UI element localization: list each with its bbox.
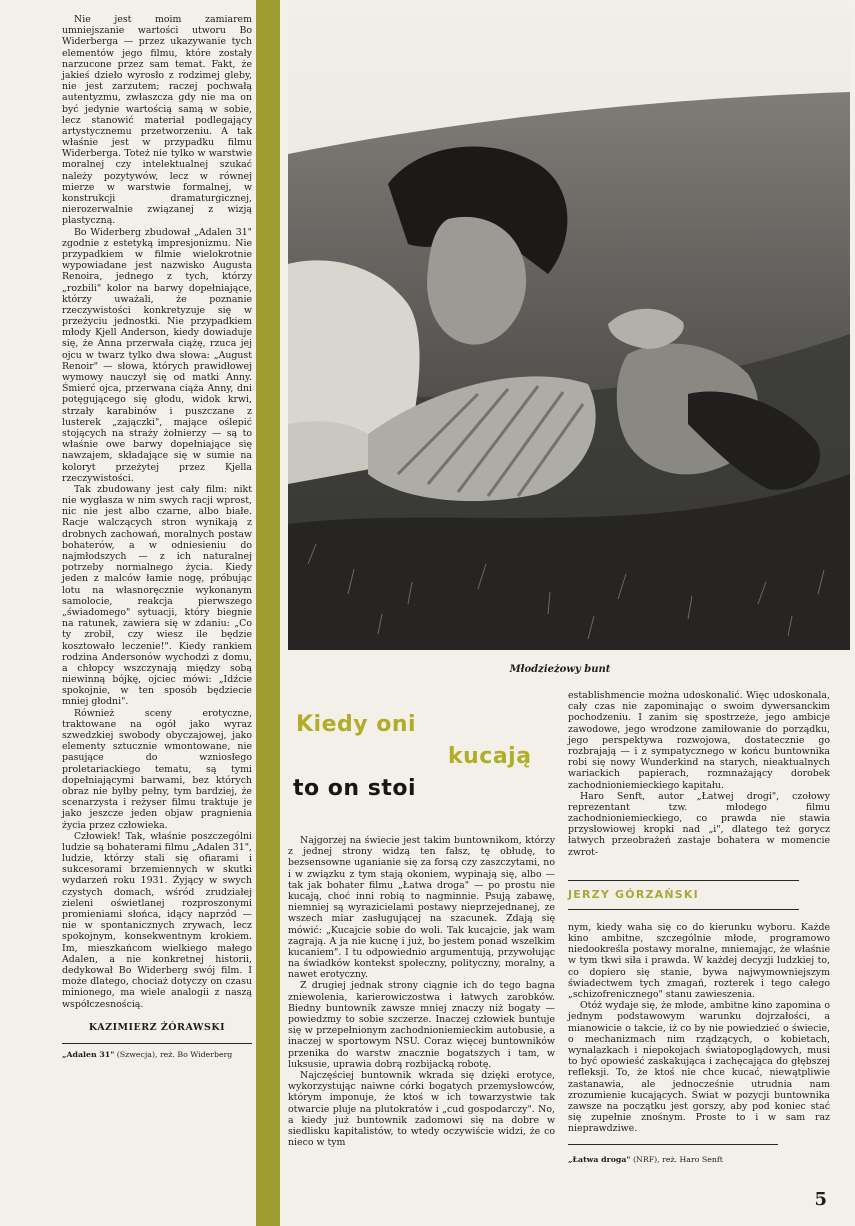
right-caption-divider: [568, 1144, 778, 1145]
left-caption-divider: [62, 1043, 252, 1044]
left-article-column: [62, 14, 252, 1059]
left-caption-title: „Adalen 31": [62, 1049, 115, 1059]
left-paragraph-3: Tak zbudowany jest cały film: nikt nie wygłasza w nim swych racji wprost, nic nie jest albo czarne, albo białe. Racje walczących stron wynikają z drobnych zachowań, moralnych postaw bohaterów, a w odniesieniu do najmłodszych — z ich naturalnej potrzeby normalnego życia. Kiedy jeden z malców łamie nogę, próbując lotu na własnoręcznie wykonanym samolocie, reakcja pierwszego „świadomego" sytuacji, który biegnie na ratunek, zawiera się w zdaniu: „Co ty zrobił, czy wiesz ile będzie kosztowało leczenie!". Kiedy rankiem rodzina Andersonów wychodzi z domu, a chłopcy wszczynają między sobą niewinną bójkę, ojciec mówi: „Idźcie spokojnie, w ten sposób będziecie mniej głodni".: [62, 483, 252, 708]
page-number: 5: [814, 1189, 827, 1210]
right-caption-details: (NRF), reż. Haro Senft: [630, 1155, 723, 1165]
middle-article-column: [288, 835, 555, 1148]
right-article-column: [568, 690, 830, 1165]
right-film-caption: [568, 1155, 830, 1164]
right-caption-title: „Łatwa droga": [568, 1155, 631, 1165]
article-headline: [288, 690, 568, 810]
left-paragraph-5: Człowiek! Tak, właśnie poszczególni ludzie są bohaterami filmu „Adalen 31", ludzie, którzy stali się ofiarami i sukcesorami brzemiennych w skutki wydarzeń roku 1931. Żyjący w swych czystych domach, wśród zrudziałej zieleni oświetlanej rozproszonymi promieniami słońca, idący naprzód — nie w spontanicznych zrywach, lecz spokojnym, konsekwentnym krokiem. Im, mieszkańcom wielkiego małego Adalen, a nie konkretnej historii, dedykował Bo Widerberg swój film. I może dlatego, chociaż dotyczy on czasu minionego, ma wiele analogii z naszą współczesnością.: [62, 830, 252, 1010]
photo-caption: Młodzieżowy bunt: [509, 664, 611, 675]
left-paragraph-2: Bo Widerberg zbudował „Adalen 31" zgodnie z estetyką impresjonizmu. Nie przypadkiem w filmie wielokrotnie wypowiadane jest nazwisko Augusta Renoira, jednego z tych, którzy „rozbili" kolor na barwy dopełniające, którzy uważali, że poznanie rzeczywistości konkretyzuje się w przeżyciu jednostki. Nie przypadkiem młody Kjell Anderson, kiedy dowiaduje się, że Anna przerwała ciążę, rzuca jej ojcu w twarz tylko dwa słowa: „August Renoir" — słowa, których prawidłowej wymowy nauczył się od matki Anny. Śmierć ojca, przerwana ciąża Anny, dni potęgującego się głodu, widok krwi, strzały karabinów i puszczane z lusterek „zajączki", mające oślepić stojących na straży żołnierzy — są to właśnie owe barwy dopełniające się nawzajem, składające się w sumie na koloryt przeżytej przez Kjella rzeczywistości.: [62, 226, 252, 484]
left-paragraph-1: Nie jest moim zamiarem umniejszanie wartości utworu Bo Widerberga — przez ukazywanie tych elementów jego filmu, które zostały narzucone przez sam temat. Fakt, że jakieś dzieło wyrosło z rodzimej gleby, nie jest zarzutem; raczej pochwałą autentyzmu, zwłaszcza gdy nie ma on być jedynie wartością samą w sobie, lecz stanowić materiał podlegający artystycznemu przetworzeniu. A tak właśnie jest w przypadku filmu Widerberga. Toteż nie tylko w warstwie moralnej czy intelektualnej szukać należy pozytywów, lecz w równej mierze w warstwie formalnej, w konstrukcji dramaturgicznej, nierozerwalnie związanej z wizją plastyczną.: [62, 14, 252, 227]
right-author-name: JERZY GÓRZAŃSKI: [568, 887, 699, 901]
author-bottom-divider: [568, 909, 799, 910]
headline-line-1: Kiedy oni: [296, 712, 417, 737]
olive-vertical-stripe: [256, 0, 280, 1226]
right-paragraph-2: Haro Senft, autor „Łatwej drogi", czołowy reprezentant tzw. młodego filmu zachodnioniemieckiego, co prawda nie stawia przysłowiowej kropki nad „i", dlatego też gorycz łatwych przeobrażeń zastaje bohatera w momencie zwrot-: [568, 790, 830, 858]
left-film-caption: [62, 1050, 252, 1059]
left-paragraph-4: Również sceny erotyczne, traktowane na ogół jako wyraz szwedzkiej swobody obyczajowej, jako elementy sztucznie wmontowane, nie pasujące do wzniosłego proletariackiego tematu, są tymi dopełniającymi barwami, bez których obraz nie byłby pełny, tym bardziej, że scenarzysta i reżyser filmu traktuje je jako jeszcze jeden objaw pragnienia życia przez człowieka.: [62, 707, 252, 831]
middle-paragraph-2: Z drugiej jednak strony ciągnie ich do tego bagna zniewolenia, karierowiczostwa i łatwych zarobków. Biedny buntownik zawsze mniej znaczy niż bogaty — powiedzmy to sobie szczerze. Inaczej człowiek buntuje się w przepełnionym zachodnioniemieckim autobusie, a inaczej w sportowym NSU. Coraz więcej buntowników przenika do warstw znacznie bogatszych i tam, w luksusie, uprawia dobrą rozbijacką robotę.: [288, 980, 555, 1070]
right-paragraph-3: nym, kiedy waha się co do kierunku wyboru. Każde kino ambitne, szczególnie młode, programowo niedookreśla postawy moralne, mniemając, że właśnie w tym tkwi siła i prawda. W każdej decyzji ludzkiej to, co dopiero się stanie, bywa najwymowniejszym świadectwem tych zmagań, rozterek i tego całego „schizofrenicznego" stanu zawieszenia.: [568, 921, 830, 1001]
left-author-signature: KAZIMIERZ ŻÓRAWSKI: [88, 1021, 226, 1033]
headline-line-2: kucają: [448, 744, 532, 769]
left-caption-details: (Szwecja), reż. Bo Widerberg: [114, 1049, 233, 1059]
right-paragraph-4: Otóż wydaje się, że młode, ambitne kino zapomina o jednym podstawowym warunku dojrzałości, a mianowicie o takcie, iż co by nie powiedzieć o świecie, o mechanizmach nim rządzących, o kobietach, wynalazkach i niepokojach światopoglądowych, musi to być opowieść zaskakująca i zachęcająca do głębszej refleksji. To, że ktoś nie chce kucać, niewątpliwie zastanawia, ale jednocześnie utrudnia nam zrozumienie kucających. Świat w pozycji buntownika zawsze na początku jest gorszy, aby pod koniec stać się zupełnie znośnym. Proste to i w sam raz nieprawdziwe.: [568, 1000, 830, 1135]
film-still-photo: [288, 4, 850, 650]
middle-paragraph-1: Najgorzej na świecie jest takim buntownikom, którzy z jednej strony widzą ten fałsz, tę obłudę, to bezsensowne uganianie się za forsą czy zaszczytami, no i w związku z tym stają okoniem, wypinają się, albo — tak jak bohater filmu „Łatwa droga" — po prostu nie kucają, choć inni robią to nagminnie. Psują zabawę, niemniej są wyrazicielami postawy nieprzejednanej, ze wszech miar zasługującej na szacunek. Zdają się mówić: „Kucajcie sobie do woli. Tak kucajcie, jak wam zagrają. A ja nie kucnę i już, bo jestem ponad wszelkim kucaniem". I tu odpowiednio argumentują, przywołując na świadków kontekst społeczny, polityczny, moralny, a nawet erotyczny.: [288, 835, 555, 981]
right-paragraph-1: establishmencie można udoskonalić. Więc udoskonala, cały czas nie zapominając o swoim dywersanckim pochodzeniu. I zanim się spostrzeże, jego ambicje zawodowe, jego wrodzone zamiłowanie do porządku, jego perspektywa rozwojowa, dostatecznie go rozbrajają — i z sympatycznego w końcu buntownika robi się nowy Wunderkind na starych, nieaktualnych wariackich papierach, rozmnażający dorobek zachodnioniemieckiego kapitału.: [568, 690, 830, 791]
film-still-illustration: [288, 4, 850, 650]
author-top-divider: [568, 880, 799, 881]
headline-line-3: to on stoi: [293, 776, 416, 801]
middle-paragraph-3: Najczęściej buntownik wkrada się dzięki erotyce, wykorzystując naiwne córki bogatych przemysłowców, którym imponuje, że ktoś w ich towarzystwie tak otwarcie pluje na plutokratów i „cud gospodarczy". No, a kiedy już buntownik zadomowi się na dobre w siedlisku kapitalistów, to wtedy oczywiście widzi, że co nieco w tym: [288, 1069, 555, 1149]
